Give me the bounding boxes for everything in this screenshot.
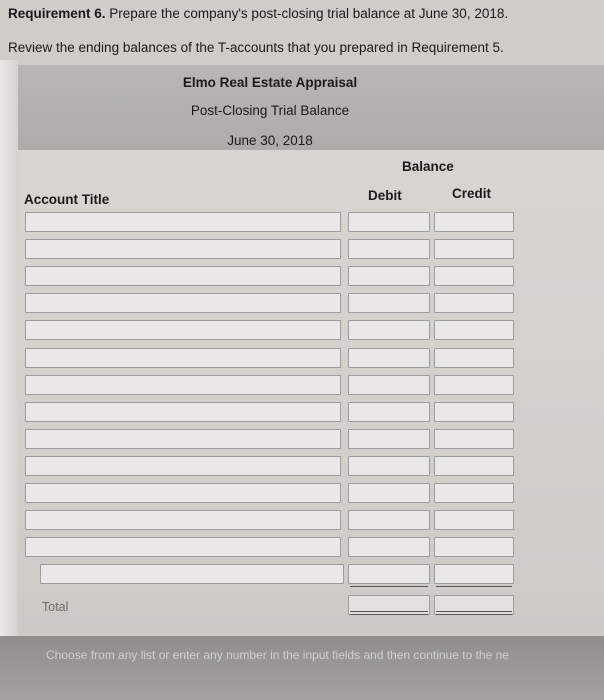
debit-input[interactable] [348, 510, 430, 530]
footer-instruction: Choose from any list or enter any number in the input fields and then continue to the ne [46, 648, 509, 662]
debit-header: Debit [368, 188, 402, 203]
account-title-input[interactable] [25, 537, 341, 557]
footer-bar [0, 636, 604, 700]
credit-input[interactable] [434, 266, 514, 286]
account-title-input[interactable] [25, 402, 341, 422]
debit-input[interactable] [348, 402, 430, 422]
account-title-input[interactable] [25, 293, 341, 313]
account-title-input[interactable] [25, 239, 341, 259]
account-title-input[interactable] [25, 212, 341, 232]
subtotal-rule [350, 586, 428, 588]
statement-date: June 30, 2018 [227, 133, 313, 148]
credit-input[interactable] [434, 456, 514, 476]
account-title-input[interactable] [40, 564, 344, 584]
screen-edge-shade [0, 60, 18, 640]
company-name: Elmo Real Estate Appraisal [182, 75, 358, 90]
credit-input[interactable] [434, 348, 514, 368]
requirement-text: Prepare the company's post-closing trial balance at June 30, 2018. [105, 6, 509, 21]
total-double-underline [350, 611, 428, 615]
credit-input[interactable] [434, 510, 514, 530]
credit-input[interactable] [434, 293, 514, 313]
debit-input[interactable] [348, 564, 430, 584]
debit-input[interactable] [348, 456, 430, 476]
total-label: Total [42, 600, 69, 614]
credit-input[interactable] [434, 483, 514, 503]
account-title-input[interactable] [25, 429, 341, 449]
debit-input[interactable] [348, 239, 430, 259]
credit-input[interactable] [434, 564, 514, 584]
credit-header: Credit [452, 186, 492, 201]
subtotal-rule [436, 586, 512, 588]
total-double-underline [436, 611, 512, 615]
requirement-label: Requirement 6. [8, 6, 106, 21]
debit-input[interactable] [348, 293, 430, 313]
debit-input[interactable] [348, 375, 430, 395]
debit-input[interactable] [348, 212, 430, 232]
debit-input[interactable] [348, 483, 430, 503]
statement-title: Post-Closing Trial Balance [190, 103, 350, 118]
debit-input[interactable] [348, 266, 430, 286]
balance-header: Balance [402, 159, 454, 174]
credit-input[interactable] [434, 320, 514, 340]
credit-input[interactable] [434, 429, 514, 449]
account-title-input[interactable] [25, 375, 341, 395]
debit-input[interactable] [348, 537, 430, 557]
account-title-input[interactable] [25, 348, 341, 368]
account-title-input[interactable] [25, 510, 341, 530]
requirement-instruction [8, 4, 598, 24]
debit-input[interactable] [348, 348, 430, 368]
credit-input[interactable] [434, 402, 514, 422]
debit-input[interactable] [348, 429, 430, 449]
account-title-input[interactable] [25, 483, 341, 503]
review-instruction: Review the ending balances of the T-accounts that you prepared in Requirement 5. [8, 40, 504, 55]
credit-input[interactable] [434, 239, 514, 259]
account-title-input[interactable] [25, 456, 341, 476]
account-title-header: Account Title [24, 192, 110, 207]
credit-input[interactable] [434, 375, 514, 395]
account-title-input[interactable] [25, 266, 341, 286]
credit-input[interactable] [434, 212, 514, 232]
debit-input[interactable] [348, 320, 430, 340]
credit-input[interactable] [434, 537, 514, 557]
account-title-input[interactable] [25, 320, 341, 340]
